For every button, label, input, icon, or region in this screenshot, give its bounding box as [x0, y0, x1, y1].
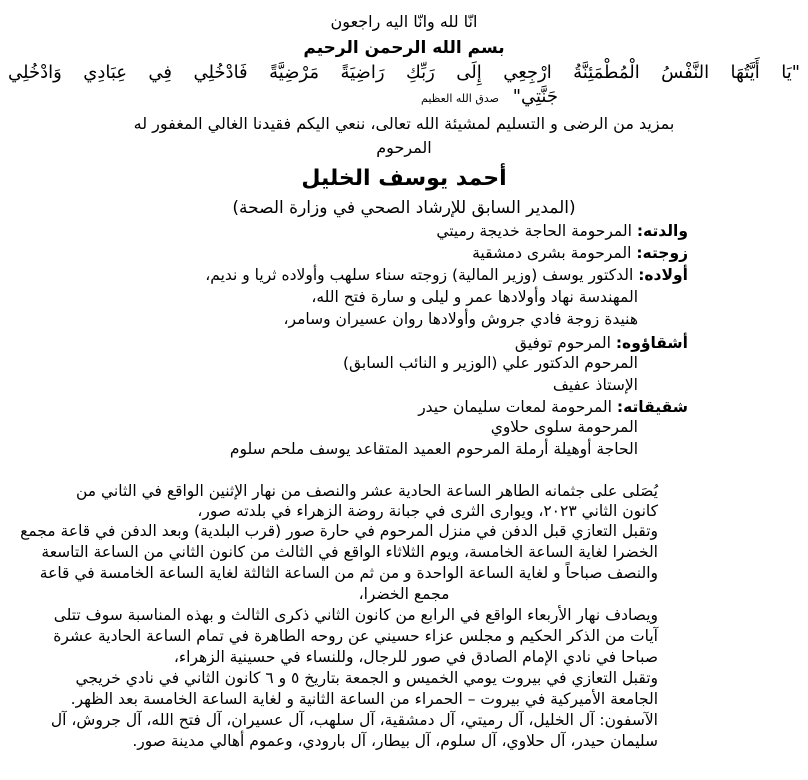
wife-value: المرحومة بشرى دمشقية [472, 244, 632, 262]
memorial-line-1: ويصادف نهار الأربعاء الواقع في الرابع من كانون الثاني ذكرى الثالث و بهذه المناسبة سوف تتلى [53, 606, 658, 624]
sisters-label: شقيقاته: [616, 398, 688, 416]
mourners-line-1: الآسفون: آل الخليل، آل رميتي، آل دمشقية، آل سلهب، آل عسيران، آل فتح الله، آل جروش، آل [50, 711, 658, 729]
mother-row [436, 222, 688, 240]
brothers-line-2: المرحوم الدكتور علي (الوزير و النائب السابق) [342, 354, 638, 372]
sisters-value-1: المرحومة لمعات سليمان حيدر [418, 398, 612, 416]
funeral-line-4: الخضرا لغاية الساعة الخامسة، ويوم الثلاثاء الواقع في الثالث من كانون الثاني من الساعة التاسعة [41, 543, 658, 561]
deceased-title: (المدير السابق للإرشاد الصحي في وزارة الصحة) [232, 198, 576, 218]
memorial-line-5: الجامعة الأميركية في بيروت – الحمراء من الساعة الثانية و لغاية الساعة الخامسة بعد الظهر. [70, 690, 658, 708]
memorial-line-2: آيات من الذكر الحكيم و مجلس عزاء حسيني عن روحه الطاهرة في تمام الساعة الحادية عشرة [53, 627, 658, 645]
funeral-line-1: يُصَلى على جثمانه الطاهر الساعة الحادية عشر والنصف من نهار الإثنين الواقع في الثاني من [75, 482, 658, 500]
funeral-line-3: وتقبل التعازي قبل الدفن في منزل المرحوم في حارة صور (قرب البلدية) وبعد الدفن في قاعة مجمع [20, 522, 658, 540]
funeral-line-5: والنصف صباحاً و لغاية الساعة الواحدة و من ثم من الساعة الثالثة لغاية الساعة الخامسة في قاعة [39, 564, 658, 582]
sisters-line-3: الحاجة أوهيلة أرملة المرحوم العميد المتقاعد يوسف ملحم سلوم [229, 440, 638, 458]
intro-line1: بمزيد من الرضى و التسليم لمشيئة الله تعالى، ننعي اليكم فقيدنا الغالي المغفور له [133, 114, 675, 133]
memorial-line-4: وتقبل التعازي في بيروت يومي الخميس و الجمعة بتاريخ ٥ و ٦ كانون الثاني في نادي خريجي [75, 669, 658, 687]
opening-phrase: انّا لله وانّا اليه راجعون [330, 12, 478, 31]
sisters-line-2: المرحومة سلوى حلاوي [490, 418, 638, 436]
brothers-value-1: المرحوم توفيق [514, 334, 611, 352]
wife-label: زوجته: [636, 244, 688, 262]
funeral-line-2: كانون الثاني ٢٠٢٣، ويوارى الثرى في جبانة روضة الزهراء في بلدته صور، [197, 502, 658, 520]
children-line-2: المهندسة نهاد وأولادها عمر و ليلى و سارة فتح الله، [311, 288, 638, 306]
mourners-line-2: سليمان حيدر، آل حلاوي، آل سلوم، آل بيطار، آل بارودي، وعموم أهالي مدينة صور. [132, 732, 658, 750]
brothers-label: أشقاؤوه: [615, 334, 688, 352]
mother-label: والدته: [636, 222, 688, 240]
sisters-row [418, 398, 688, 416]
verse-source: صدق الله العظيم [421, 92, 499, 105]
children-row [205, 266, 688, 284]
quran-verse-line2 [421, 86, 558, 107]
funeral-line-6: مجمع الخضرا، [358, 585, 450, 603]
children-label: أولاده: [638, 266, 688, 284]
memorial-line-3: صباحا في نادي الإمام الصادق في صور للرجال، وللنساء في حسينية الزهراء، [173, 648, 658, 666]
brothers-line-3: الإستاذ عفيف [552, 376, 638, 394]
quran-verse-end: جَنَّتِي" [512, 86, 558, 107]
wife-row [472, 244, 688, 262]
quran-verse-line1: "يَا أَيَّتُهَا النَّفْسُ الْمُطْمَئِنَّةُ ارْجِعِي إِلَى رَبِّكِ رَاضِيَةً مَرْضِيَّةً فَادْخُلِي فِي عِبَادِي وَادْخُلِي [8, 62, 800, 83]
deceased-name: أحمد يوسف الخليل [301, 166, 507, 191]
brothers-row [515, 334, 688, 352]
basmala: بسم الله الرحمن الرحيم [303, 38, 505, 58]
intro-line2: المرحوم [376, 138, 432, 157]
children-value-1: الدكتور يوسف (وزير المالية) زوجته سناء سلهب وأولاده ثريا و نديم، [205, 266, 634, 284]
mother-value: المرحومة الحاجة خديجة رميتي [436, 222, 632, 240]
children-line-3: هنيدة زوجة فادي جروش وأولادها روان عسيران وسامر، [283, 310, 638, 328]
